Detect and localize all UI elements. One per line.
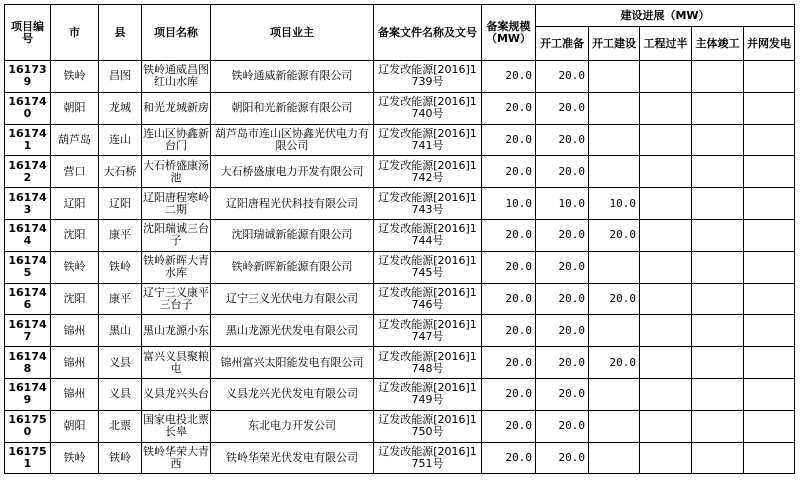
cell-county: 辽阳 <box>99 188 142 220</box>
cell-completion <box>692 188 744 220</box>
cell-project-name: 黑山龙源小东 <box>142 315 211 347</box>
cell-completion <box>692 347 744 379</box>
cell-project-id: 161745 <box>5 251 51 283</box>
cell-county: 北票 <box>99 410 142 442</box>
cell-halfway <box>640 188 692 220</box>
cell-filing: 辽发改能源[2016]1741号 <box>374 124 482 156</box>
cell-construction <box>589 378 640 410</box>
table-row <box>5 61 795 93</box>
cell-scale: 20.0 <box>482 347 536 379</box>
cell-grid <box>744 442 795 474</box>
header-completion: 主体竣工 <box>692 27 744 61</box>
table-row <box>5 219 795 251</box>
cell-grid <box>744 410 795 442</box>
cell-filing: 辽发改能源[2016]1744号 <box>374 219 482 251</box>
cell-scale: 20.0 <box>482 251 536 283</box>
cell-prep: 20.0 <box>536 219 589 251</box>
cell-county: 康平 <box>99 283 142 315</box>
header-id: 项目编号 <box>5 5 51 61</box>
cell-grid <box>744 92 795 124</box>
project-table-wrapper <box>4 4 795 474</box>
cell-scale: 20.0 <box>482 219 536 251</box>
cell-completion <box>692 378 744 410</box>
cell-project-id: 161739 <box>5 61 51 93</box>
cell-owner: 黑山龙源光伏发电有限公司 <box>211 315 374 347</box>
cell-filing: 辽发改能源[2016]1751号 <box>374 442 482 474</box>
cell-scale: 20.0 <box>482 283 536 315</box>
cell-city: 铁岭 <box>51 442 99 474</box>
cell-project-id: 161750 <box>5 410 51 442</box>
cell-owner: 朝阳和光新能源有限公司 <box>211 92 374 124</box>
cell-owner: 葫芦岛市连山区协鑫光伏电力有限公司 <box>211 124 374 156</box>
cell-prep: 20.0 <box>536 347 589 379</box>
cell-scale: 20.0 <box>482 378 536 410</box>
cell-filing: 辽发改能源[2016]1747号 <box>374 315 482 347</box>
cell-grid <box>744 251 795 283</box>
cell-city: 营口 <box>51 156 99 188</box>
cell-scale: 20.0 <box>482 315 536 347</box>
cell-owner: 辽宁三义光伏电力有限公司 <box>211 283 374 315</box>
cell-city: 葫芦岛 <box>51 124 99 156</box>
cell-county: 康平 <box>99 219 142 251</box>
cell-project-name: 和光龙城新房 <box>142 92 211 124</box>
cell-city: 沈阳 <box>51 283 99 315</box>
cell-prep: 20.0 <box>536 315 589 347</box>
header-prep: 开工准备 <box>536 27 589 61</box>
cell-construction <box>589 92 640 124</box>
table-row <box>5 156 795 188</box>
cell-grid <box>744 378 795 410</box>
cell-city: 沈阳 <box>51 219 99 251</box>
cell-county: 龙城 <box>99 92 142 124</box>
cell-filing: 辽发改能源[2016]1740号 <box>374 92 482 124</box>
cell-county: 大石桥 <box>99 156 142 188</box>
cell-prep: 20.0 <box>536 92 589 124</box>
cell-project-id: 161740 <box>5 92 51 124</box>
cell-project-name: 国家电投北票长皋 <box>142 410 211 442</box>
cell-filing: 辽发改能源[2016]1739号 <box>374 61 482 93</box>
cell-halfway <box>640 61 692 93</box>
cell-grid <box>744 283 795 315</box>
cell-prep: 20.0 <box>536 283 589 315</box>
cell-completion <box>692 61 744 93</box>
cell-scale: 10.0 <box>482 188 536 220</box>
cell-prep: 10.0 <box>536 188 589 220</box>
cell-project-name: 铁岭新晖大青水库 <box>142 251 211 283</box>
cell-grid <box>744 156 795 188</box>
table-row <box>5 347 795 379</box>
cell-construction <box>589 124 640 156</box>
cell-filing: 辽发改能源[2016]1745号 <box>374 251 482 283</box>
header-progress: 建设进展（MW） <box>536 5 795 27</box>
cell-prep: 20.0 <box>536 378 589 410</box>
cell-completion <box>692 283 744 315</box>
cell-county: 黑山 <box>99 315 142 347</box>
cell-scale: 20.0 <box>482 156 536 188</box>
header-city: 市 <box>51 5 99 61</box>
cell-halfway <box>640 283 692 315</box>
cell-owner: 沈阳瑞诚新能源有限公司 <box>211 219 374 251</box>
header-grid: 并网发电 <box>744 27 795 61</box>
cell-completion <box>692 410 744 442</box>
cell-project-name: 铁岭通威昌图红山水库 <box>142 61 211 93</box>
cell-county: 昌图 <box>99 61 142 93</box>
cell-grid <box>744 124 795 156</box>
cell-filing: 辽发改能源[2016]1750号 <box>374 410 482 442</box>
cell-construction <box>589 315 640 347</box>
cell-completion <box>692 315 744 347</box>
cell-completion <box>692 156 744 188</box>
cell-completion <box>692 442 744 474</box>
cell-city: 锦州 <box>51 378 99 410</box>
table-body <box>5 61 795 474</box>
cell-project-id: 161751 <box>5 442 51 474</box>
cell-construction <box>589 61 640 93</box>
cell-owner: 大石桥盛康电力开发有限公司 <box>211 156 374 188</box>
cell-project-id: 161744 <box>5 219 51 251</box>
table-row <box>5 124 795 156</box>
header-scale: 备案规模（MW） <box>482 5 536 61</box>
cell-prep: 20.0 <box>536 124 589 156</box>
cell-completion <box>692 124 744 156</box>
cell-scale: 20.0 <box>482 61 536 93</box>
cell-project-id: 161749 <box>5 378 51 410</box>
cell-grid <box>744 61 795 93</box>
cell-prep: 20.0 <box>536 156 589 188</box>
cell-grid <box>744 219 795 251</box>
header-halfway: 工程过半 <box>640 27 692 61</box>
cell-project-id: 161747 <box>5 315 51 347</box>
cell-project-name: 辽阳唐程寒岭二期 <box>142 188 211 220</box>
cell-project-name: 辽宁三义康平三台子 <box>142 283 211 315</box>
cell-project-name: 义县龙兴头台 <box>142 378 211 410</box>
cell-prep: 20.0 <box>536 61 589 93</box>
cell-filing: 辽发改能源[2016]1746号 <box>374 283 482 315</box>
cell-project-id: 161741 <box>5 124 51 156</box>
table-row <box>5 92 795 124</box>
cell-prep: 20.0 <box>536 410 589 442</box>
cell-county: 连山 <box>99 124 142 156</box>
cell-halfway <box>640 315 692 347</box>
cell-city: 朝阳 <box>51 410 99 442</box>
cell-scale: 20.0 <box>482 410 536 442</box>
cell-halfway <box>640 219 692 251</box>
cell-project-name: 沈阳瑞诚三台子 <box>142 219 211 251</box>
cell-owner: 辽阳唐程光伏科技有限公司 <box>211 188 374 220</box>
cell-halfway <box>640 410 692 442</box>
cell-construction <box>589 251 640 283</box>
cell-grid <box>744 315 795 347</box>
cell-completion <box>692 92 744 124</box>
cell-construction: 20.0 <box>589 219 640 251</box>
cell-construction <box>589 156 640 188</box>
cell-project-id: 161742 <box>5 156 51 188</box>
table-row <box>5 283 795 315</box>
cell-halfway <box>640 347 692 379</box>
cell-project-name: 连山区协鑫新台门 <box>142 124 211 156</box>
cell-county: 铁岭 <box>99 442 142 474</box>
cell-city: 铁岭 <box>51 61 99 93</box>
cell-prep: 20.0 <box>536 251 589 283</box>
cell-county: 义县 <box>99 347 142 379</box>
cell-grid <box>744 188 795 220</box>
table-row <box>5 378 795 410</box>
cell-filing: 辽发改能源[2016]1748号 <box>374 347 482 379</box>
cell-halfway <box>640 442 692 474</box>
table-row <box>5 315 795 347</box>
cell-project-name: 大石桥盛康汤池 <box>142 156 211 188</box>
cell-owner: 东北电力开发公司 <box>211 410 374 442</box>
cell-scale: 20.0 <box>482 442 536 474</box>
cell-filing: 辽发改能源[2016]1743号 <box>374 188 482 220</box>
cell-county: 义县 <box>99 378 142 410</box>
cell-halfway <box>640 378 692 410</box>
cell-completion <box>692 251 744 283</box>
cell-construction <box>589 410 640 442</box>
cell-county: 铁岭 <box>99 251 142 283</box>
cell-city: 铁岭 <box>51 251 99 283</box>
table-row <box>5 442 795 474</box>
cell-construction: 20.0 <box>589 347 640 379</box>
cell-halfway <box>640 92 692 124</box>
cell-owner: 铁岭通威新能源有限公司 <box>211 61 374 93</box>
cell-completion <box>692 219 744 251</box>
cell-filing: 辽发改能源[2016]1749号 <box>374 378 482 410</box>
cell-prep: 20.0 <box>536 442 589 474</box>
cell-halfway <box>640 124 692 156</box>
header-construction: 开工建设 <box>589 27 640 61</box>
cell-owner: 铁岭新晖新能源有限公司 <box>211 251 374 283</box>
header-county: 县 <box>99 5 142 61</box>
cell-halfway <box>640 251 692 283</box>
cell-construction <box>589 442 640 474</box>
cell-project-name: 富兴义县聚粮屯 <box>142 347 211 379</box>
cell-city: 锦州 <box>51 315 99 347</box>
cell-owner: 铁岭华荣光伏发电有限公司 <box>211 442 374 474</box>
project-table <box>4 4 795 474</box>
cell-project-id: 161743 <box>5 188 51 220</box>
cell-halfway <box>640 156 692 188</box>
cell-scale: 20.0 <box>482 92 536 124</box>
cell-project-id: 161746 <box>5 283 51 315</box>
header-filing: 备案文件名称及文号 <box>374 5 482 61</box>
table-row <box>5 410 795 442</box>
cell-construction: 20.0 <box>589 283 640 315</box>
cell-city: 辽阳 <box>51 188 99 220</box>
cell-owner: 锦州富兴太阳能发电有限公司 <box>211 347 374 379</box>
table-row <box>5 188 795 220</box>
cell-scale: 20.0 <box>482 124 536 156</box>
table-row <box>5 251 795 283</box>
cell-city: 朝阳 <box>51 92 99 124</box>
cell-project-id: 161748 <box>5 347 51 379</box>
cell-grid <box>744 347 795 379</box>
table-header <box>5 5 795 61</box>
cell-city: 锦州 <box>51 347 99 379</box>
cell-project-name: 铁岭华荣大青西 <box>142 442 211 474</box>
cell-construction: 10.0 <box>589 188 640 220</box>
header-name: 项目名称 <box>142 5 211 61</box>
header-owner: 项目业主 <box>211 5 374 61</box>
cell-owner: 义县龙兴光伏发电有限公司 <box>211 378 374 410</box>
cell-filing: 辽发改能源[2016]1742号 <box>374 156 482 188</box>
